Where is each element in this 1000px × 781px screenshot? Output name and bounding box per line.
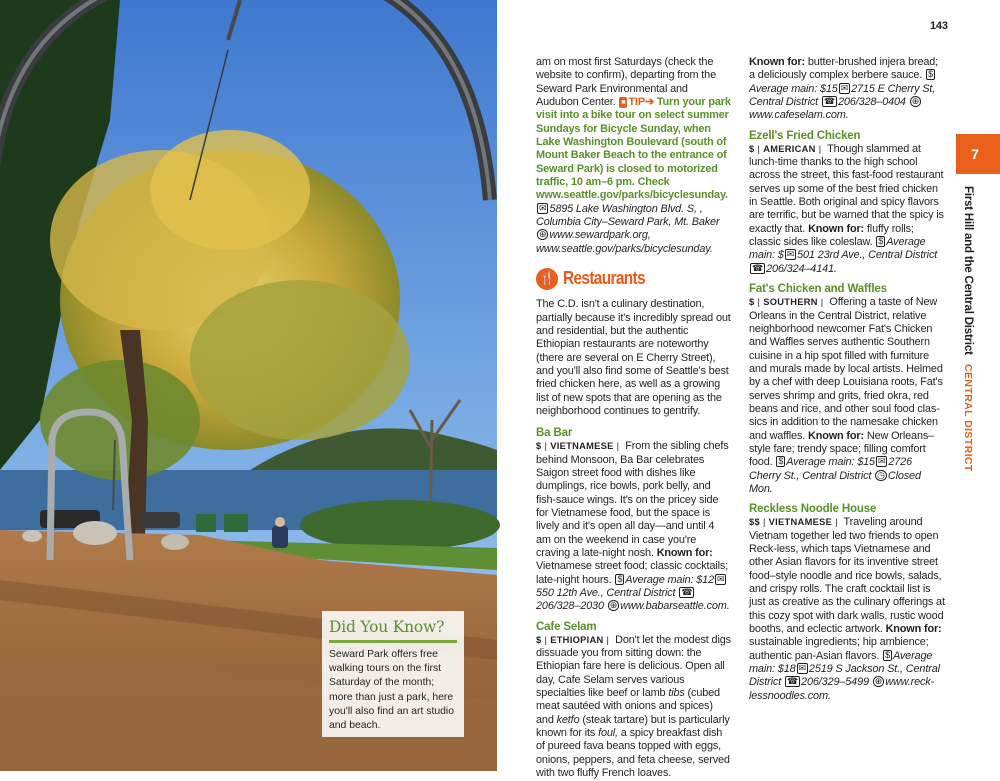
text-column-1 [536, 56, 731, 781]
intro-web: www.sewardpark.org, www.seattle.gov/parks/bicyclesunday. [536, 229, 713, 255]
dollar-icon: $ [878, 236, 884, 247]
restaurant-entry-ba-bar: $ | VIETNAMESE | From the sibling chefs behind Monsoon, Ba Bar celebrates Saigon street food with dishes like dumplings, rice bowls, pork belly, and fish-sauce wings. It's on the pricey side for Vietnamese food, but the space is lively and it's open all day—and until 4 am on the weekend in case you're craving a late-night nosh. Known for: Vietnamese street food; classic cocktails; late-night hours. $ Average main: $12 ✉550 12th Ave., Central District ☎206/328–2030 ⊕ www.babarseattle.com. [536, 440, 730, 613]
mail-icon: ✉ [539, 202, 547, 213]
dollar-icon: $ [885, 649, 890, 660]
average-main-label: Average main: [749, 649, 933, 676]
restaurant-entry-ezells: $ | AMERICAN | Though slammed at lunch-time thanks to the high school across the street, this fast-food restaurant serves up some of the best fried chicken in Seattle. Both original and spicy flavors are terrific, but be warned that the spicy is exactly that. Known for: fluffy rolls; classic sides like coleslaw. $ Average main: $ ✉ 501 23rd Ave., Central District ☎ 206/324–4141. [749, 142, 944, 275]
phone-icon: ☎ [681, 587, 693, 598]
did-you-know-divider [329, 640, 457, 643]
web-icon: ⊕ [874, 676, 883, 687]
restaurant-address: 2519 S Jackson St., Central District [749, 663, 940, 689]
term-tibs: tibs [668, 687, 685, 700]
restaurant-name-ezells: Ezell's Fried Chicken [749, 129, 861, 142]
tip-label: TIP➔ [628, 96, 654, 109]
restaurant-website: www.cafeselam.com. [749, 109, 849, 122]
average-main-value: $18 [777, 663, 796, 676]
known-for-text: sustainable ingredients; hip ambience; authentic pan-Asian flavors. [749, 636, 929, 662]
price-tier: $ [536, 634, 542, 645]
restaurant-website: www.reck-lessnoodles.com. [749, 676, 935, 702]
restaurant-name-fats: Fat's Chicken and Waffles [749, 283, 887, 296]
mail-icon: ✉ [798, 663, 806, 674]
price-tier: $ [749, 297, 755, 308]
restaurant-phone: 206/329–5499 [801, 676, 869, 689]
dollar-icon: $ [617, 573, 623, 584]
fork-knife-icon: 🍴 [536, 268, 558, 290]
mail-icon: ✉ [786, 249, 795, 260]
phone-icon: ☎ [752, 262, 764, 273]
restaurant-description: Don't let the modest digs dissuade you from sitting down: the Ethiopian fare here is delicious. Open all day, Cafe Selam serves various specialties like beef or lamb [536, 633, 731, 700]
restaurant-entry-reckless: $$ | VIETNAMESE | Traveling around Vietnam together led two friends to open Reck-less, which taps Vietnamese and other Asian flavors for its inventive street food–style noodle and rice bowls, salads, and crispy rolls. The craft cocktail list is just as creative as the culinary offerings at this cozy spot with dark walls, rustic wood booths, and eclectic artwork. Known for: sustainable ingredients; hip ambience; authentic pan-Asian flavors. $ Average main: $18 ✉ 2519 S Jackson St., Central District ☎ 206/329–5499 ⊕ www.reck-lessnoodles.com. [749, 516, 945, 702]
restaurant-description-cont: (steak tartare) but is particularly known for its [536, 713, 730, 740]
cuisine-label: AMERICAN [763, 143, 816, 154]
restaurant-description: Offering a taste of New Orleans in the Central District, relative neighborhood newcomer Fat's Chicken and Waffles serves authentic Southern cuisine in a hip spot filled with furniture and murals made by local artists. Helmed by a chef with deep Louisiana roots, Fat's serves shrimp and grits, fried okra, red beans and rice, and other soul food clas-sics in addition to the namesake chicken and waffles. [749, 296, 943, 442]
price-tier: $$ [749, 517, 760, 528]
did-you-know-box [322, 611, 464, 737]
chapter-side-label [962, 186, 974, 471]
restaurant-entry-fats: $ | SOUTHERN | Offering a taste of New Orleans in the Central District, relative neighborhood newcomer Fat's Chicken and Waffles serves authentic Southern cuisine in a hip spot filled with furniture and murals made by local artists. Helmed by a chef with deep Louisiana roots, Fat's serves shrimp and grits, fried okra, red beans and rice, and other soul food clas-sics in addition to the namesake chicken and waffles. Known for: New Orleans–style fare; trendy space; filling comfort food. $ Average main: $15 ✉ 2726 Cherry St., Central District ◷ Closed Mon. [749, 296, 943, 495]
chapter-section: CENTRAL DISTRICT [962, 363, 974, 472]
clock-icon: ◷ [877, 469, 885, 480]
web-icon: ⊕ [609, 600, 618, 611]
known-for-label: Known for: [808, 429, 864, 442]
did-you-know-body: Seward Park offers free walking tours on the first Saturday of the month; more than just a park, here you'll also find an art studio and beach. [329, 649, 455, 732]
chapter-title: First Hill and the Central District [962, 186, 974, 355]
known-for-label: Known for: [749, 56, 805, 68]
average-main-label: Average main: [625, 573, 694, 586]
restaurant-name-cafe-selam: Cafe Selam [536, 620, 597, 633]
intro-paragraph [536, 56, 731, 256]
average-main-label: Average main: [786, 456, 855, 469]
price-tier: $ [749, 143, 755, 154]
average-main-value: $15 [857, 456, 875, 469]
restaurant-phone: 206/328–2030 [536, 600, 604, 613]
restaurant-phone: 206/328–0404 [837, 96, 906, 109]
restaurant-address: 2715 E Cherry St, Central District [749, 82, 936, 109]
restaurant-entry-cafe-selam: $ | ETHIOPIAN | Don't let the modest digs dissuade you from sitting down: the Ethiopian fare here is delicious. Open all day, Cafe Selam serves various specialties like beef or lamb tibs (cubed meat sautéed with onions and spices) and ketfo (steak tartare) but is particularly known for its foul, a spicy breakfast dish of pureed fava beans topped with eggs, onions, peppers, and feta cheese, served with two fluffy French loaves. [536, 633, 731, 780]
restaurant-description-cont: (cubed meat sautéed with onions and spices) and [536, 687, 720, 726]
web-icon: ⊕ [539, 229, 547, 240]
mail-icon: ✉ [877, 456, 886, 467]
page-number: 143 [930, 20, 948, 32]
restaurant-address: 550 12th Ave., Central District [536, 587, 676, 600]
known-for-label: Known for: [808, 222, 865, 235]
dollar-icon: $ [928, 69, 933, 80]
tip-icon: ■ [621, 99, 626, 107]
mail-icon: ✉ [840, 82, 849, 93]
restaurant-name-reckless: Reckless Noodle House [749, 503, 877, 516]
cafe-selam-continued [749, 56, 946, 123]
cuisine-label: SOUTHERN [763, 297, 818, 308]
average-main-label: Average main: [749, 82, 818, 95]
known-for-text: New Orleans–style fare; trendy space; filling comfort food. [749, 429, 935, 469]
chapter-tab: 7 [956, 134, 1000, 174]
price-tier: $ [536, 441, 542, 452]
term-foul: foul, [598, 727, 618, 740]
phone-icon: ☎ [823, 96, 835, 107]
known-for-text: butter-brushed injera bread; a deliciously complex berbere sauce. [749, 56, 939, 82]
restaurant-description-cont: a spicy breakfast dish of pureed fava beans topped with eggs, onions, peppers, and feta cheese, served with two fluffy French loaves. [536, 727, 730, 780]
dollar-icon: $ [778, 456, 784, 467]
restaurant-closed: Closed Mon. [749, 469, 921, 495]
tip-text: Turn your park visit into a bike tour on select summer Sundays for Bicycle Sunday, when Lake Washington Boulevard (south of Mount Baker Beach to the entrance of Seward Park) is closed to motorized traffic, 10 am–6 pm. Check www.seattle.gov/parks/bicyclesunday. [536, 96, 731, 202]
web-icon: ⊕ [911, 96, 920, 107]
average-main-value: $ [777, 249, 784, 262]
intro-text: am on most first Saturdays (check the website to confirm), departing from the Seward Park Environmental and Audubon Center. [536, 56, 716, 109]
restaurants-heading [536, 268, 731, 290]
park-photo [0, 0, 497, 771]
cuisine-label: ETHIOPIAN [550, 634, 604, 645]
restaurant-description: From the sibling chefs behind Monsoon, Ba Bar celebrates Saigon street food with dishes like dumplings, rice bowls, pork belly, and fish-sauce wings. It's on the pricey side for Vietnamese food, but the space is lively and it's open all day—and until 4 am on the weekend in case you're craving a late-night nosh. [536, 440, 729, 559]
restaurant-description: Though slammed at lunch-time thanks to the high school across the street, this fast-food restaurant serves up some of the best fried chicken in Seattle. Both original and spicy flavors are terrific, but be warned that the spicy is exactly that. [749, 142, 944, 235]
restaurant-address: 501 23rd Ave., Central District [797, 249, 938, 262]
cuisine-label: VIETNAMESE [768, 517, 833, 528]
known-for-text: fluffy rolls; classic sides like coleslaw. [749, 222, 914, 249]
restaurant-website: www.babarseattle.com. [620, 600, 730, 613]
term-ketfo: ketfo [556, 713, 580, 726]
known-for-label: Known for: [885, 623, 942, 636]
mail-icon: ✉ [717, 573, 725, 584]
average-main-label: Average main: [749, 236, 926, 262]
intro-address: 5895 Lake Washington Blvd. S, , Columbia City–Seward Park, Mt. Baker [536, 202, 720, 229]
restaurant-name-ba-bar: Ba Bar [536, 427, 573, 440]
restaurants-title: Restaurants [563, 268, 645, 289]
known-for-text: Vietnamese street food; classic cocktails; late-night hours. [536, 560, 729, 586]
cuisine-label: VIETNAMESE [550, 441, 614, 452]
text-column-2 [749, 56, 946, 703]
restaurant-description: Traveling around Vietnam together led two friends to open Reck-less, which taps Vietnamese and other Asian flavors for its inventive street food–style noodle and rice bowls, salads, and crispy rolls. The craft cocktail list is just as creative as the culinary offerings at this cozy spot with dark walls, rustic wood booths, and eclectic artwork. [749, 516, 945, 636]
restaurants-intro: The C.D. isn't a culinary destination, partially because it's incredibly spread out and residential, but the authentic Ethiopian restaurants are noteworthy (there are several on E Cherry Street), and you'll also find some of Seattle's best fried chicken here, as well as a growing list of new spots that are opening as the neighborhood continues to gentrify. [536, 298, 731, 417]
did-you-know-title: Did You Know? [329, 618, 445, 636]
phone-icon: ☎ [786, 676, 799, 687]
restaurant-address: 2726 Cherry St., Central District [749, 456, 912, 482]
average-main-value: $12 [696, 573, 714, 586]
restaurant-phone: 206/324–4141. [766, 262, 837, 275]
known-for-label: Known for: [656, 547, 713, 559]
average-main-value: $15 [819, 82, 838, 95]
